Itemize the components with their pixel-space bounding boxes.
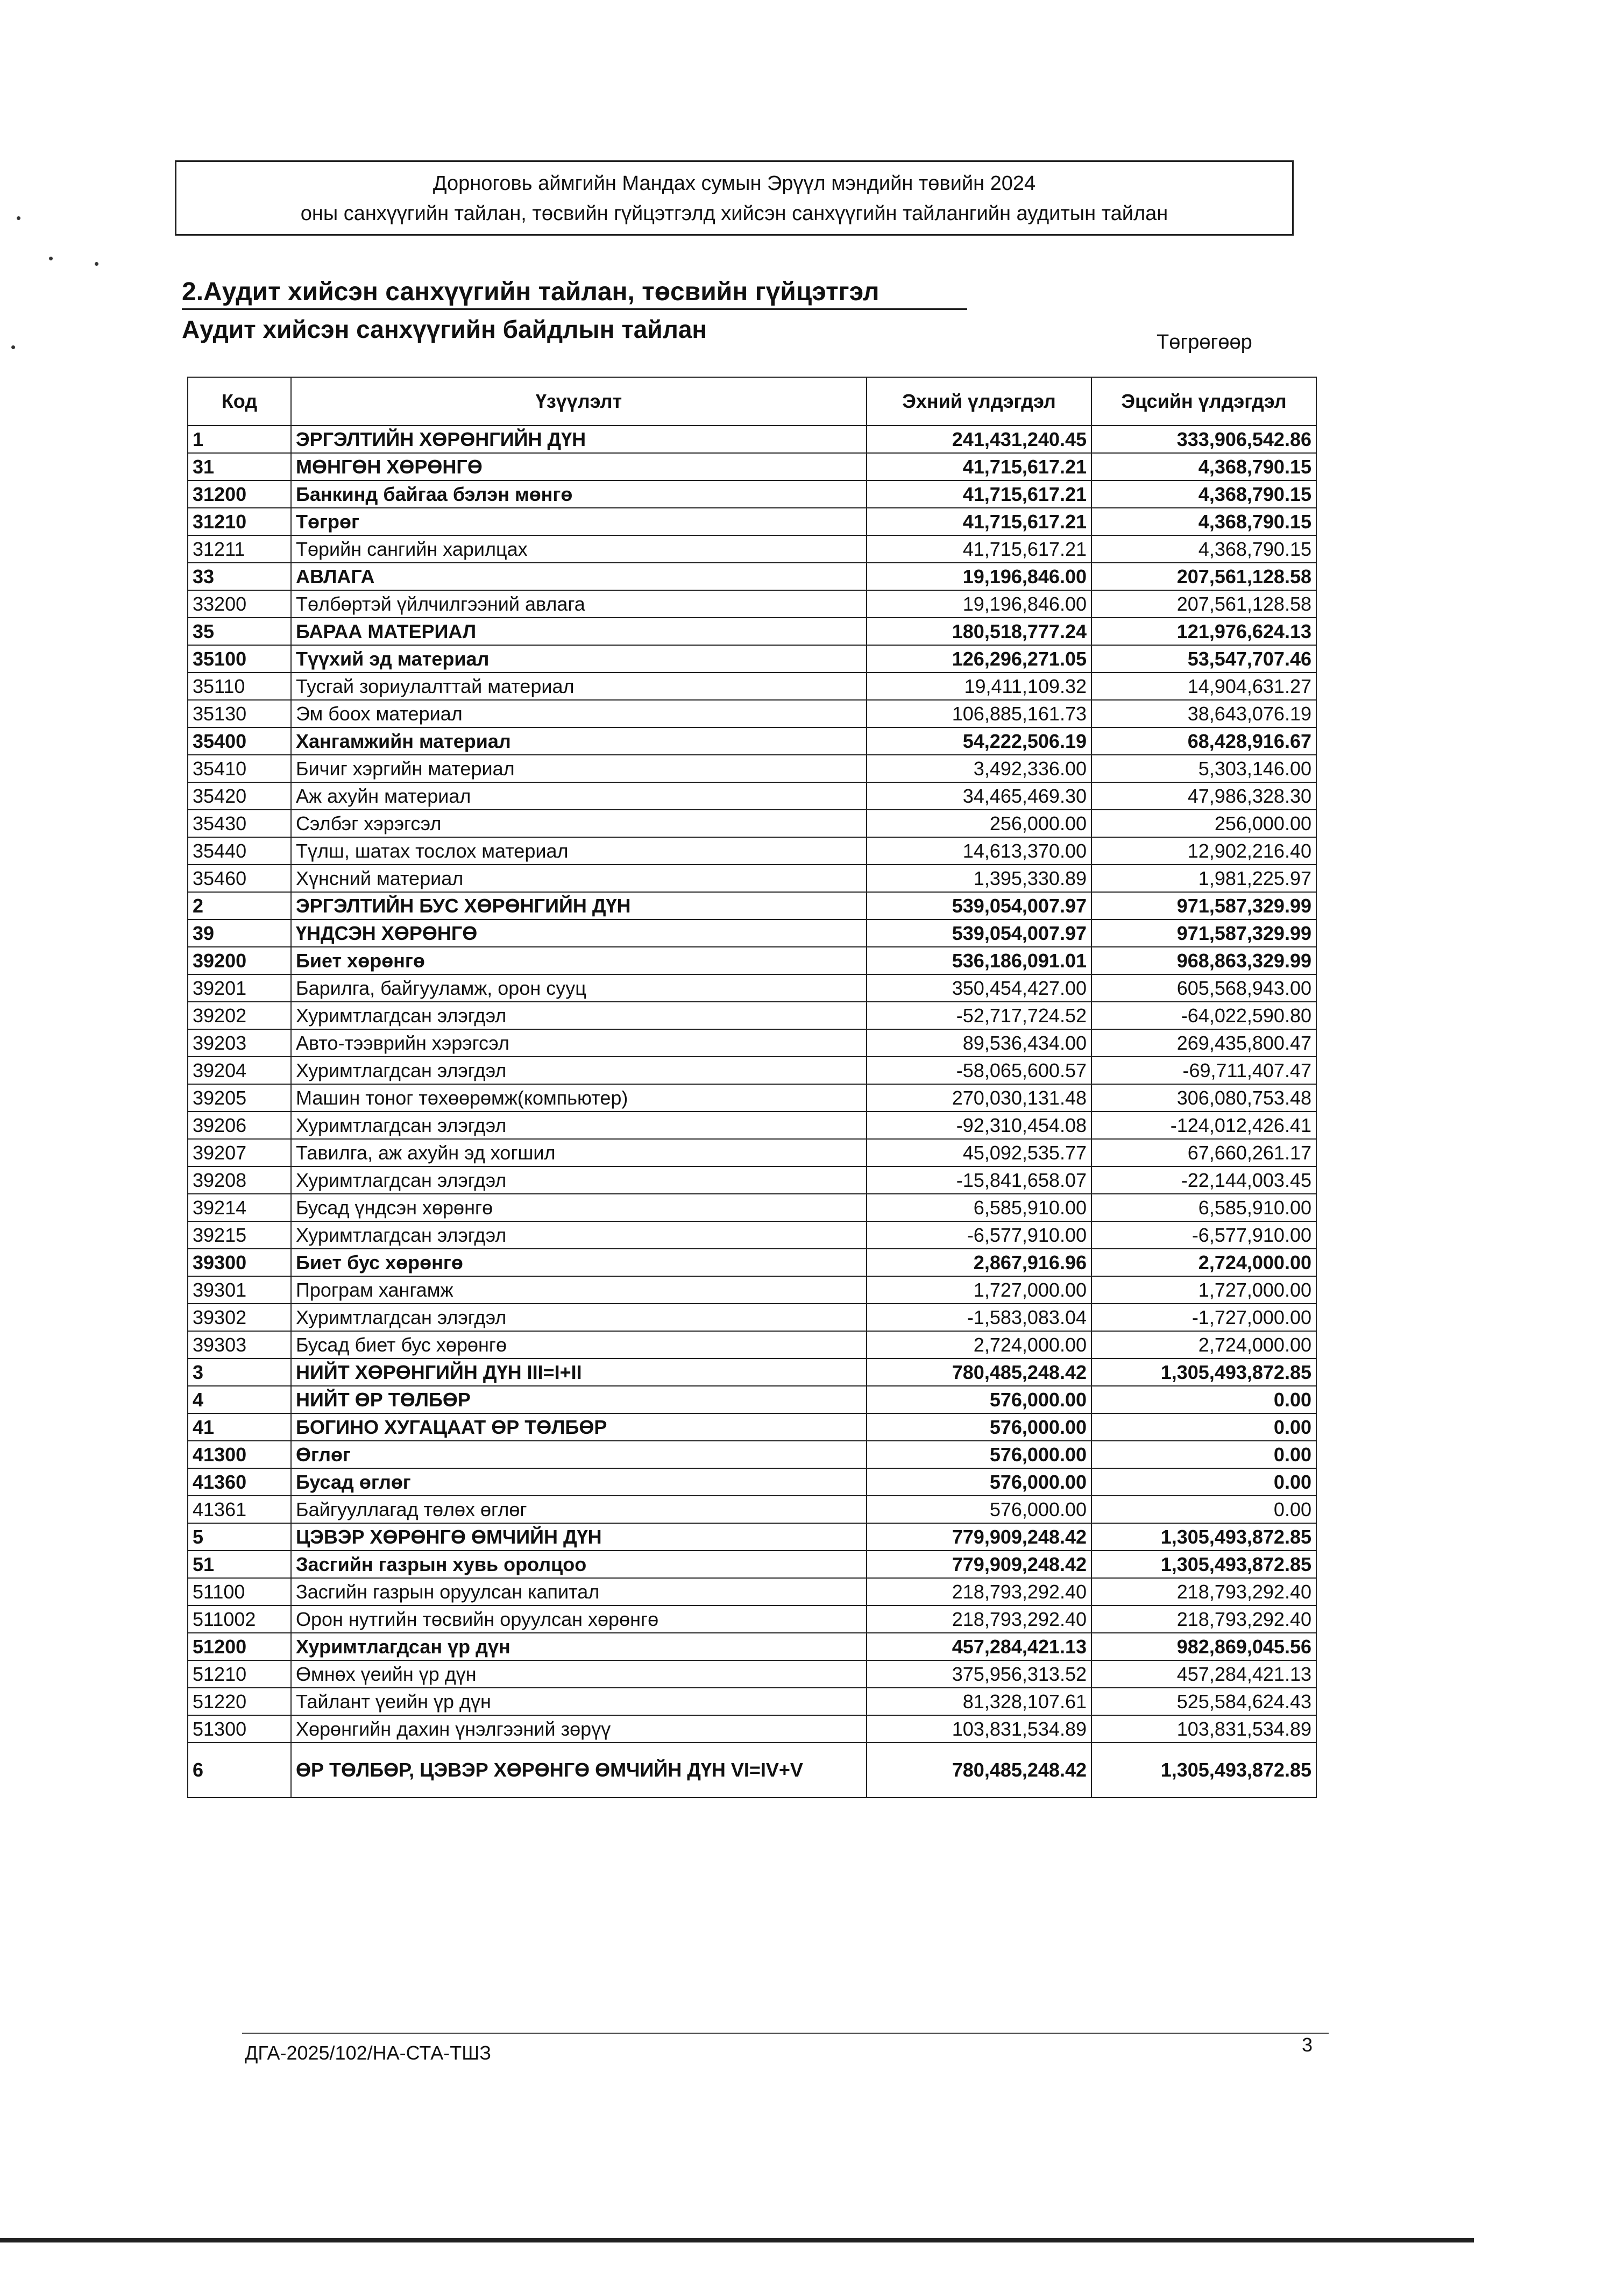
table-row	[188, 1359, 1316, 1386]
column-header-closing-balance: Эцсийн үлдэгдэл	[1091, 377, 1316, 426]
opening-balance-cell: 1,727,000.00	[867, 1276, 1091, 1304]
indicator-cell: Өглөг	[291, 1441, 867, 1468]
table-row	[188, 1715, 1316, 1743]
closing-balance-cell: 269,435,800.47	[1091, 1029, 1316, 1057]
indicator-cell: Хөрөнгийн дахин үнэлгээний зөрүү	[291, 1715, 867, 1743]
table-body	[188, 426, 1316, 1798]
closing-balance-cell: -69,711,407.47	[1091, 1057, 1316, 1084]
code-cell: 39201	[188, 974, 291, 1002]
indicator-cell: ӨР ТӨЛБӨР, ЦЭВЭР ХӨРӨНГӨ ӨМЧИЙН ДҮН VI=IV+V	[291, 1743, 867, 1798]
opening-balance-cell: 576,000.00	[867, 1468, 1091, 1496]
title-underline	[182, 308, 967, 310]
code-cell: 31	[188, 453, 291, 480]
code-cell: 33200	[188, 590, 291, 618]
closing-balance-cell: 2,724,000.00	[1091, 1249, 1316, 1276]
code-cell: 511002	[188, 1605, 291, 1633]
opening-balance-cell: 539,054,007.97	[867, 919, 1091, 947]
indicator-cell: ҮНДСЭН ХӨРӨНГӨ	[291, 919, 867, 947]
indicator-cell: Хуримтлагдсан элэгдэл	[291, 1002, 867, 1029]
table-row	[188, 974, 1316, 1002]
code-cell: 41361	[188, 1496, 291, 1523]
table-row	[188, 453, 1316, 480]
table-row	[188, 1413, 1316, 1441]
indicator-cell: Хуримтлагдсан элэгдэл	[291, 1166, 867, 1194]
closing-balance-cell: 218,793,292.40	[1091, 1578, 1316, 1605]
opening-balance-cell: 41,715,617.21	[867, 508, 1091, 535]
table-row	[188, 1139, 1316, 1166]
column-header-code: Код	[188, 377, 291, 426]
code-cell: 35400	[188, 727, 291, 755]
closing-balance-cell: 0.00	[1091, 1496, 1316, 1523]
table-row	[188, 1605, 1316, 1633]
indicator-cell: Засгийн газрын оруулсан капитал	[291, 1578, 867, 1605]
opening-balance-cell: 350,454,427.00	[867, 974, 1091, 1002]
code-cell: 39204	[188, 1057, 291, 1084]
code-cell: 51100	[188, 1578, 291, 1605]
closing-balance-cell: 0.00	[1091, 1413, 1316, 1441]
scan-speck: •	[94, 256, 100, 272]
opening-balance-cell: 241,431,240.45	[867, 426, 1091, 453]
closing-balance-cell: 207,561,128.58	[1091, 590, 1316, 618]
code-cell: 31210	[188, 508, 291, 535]
opening-balance-cell: 54,222,506.19	[867, 727, 1091, 755]
indicator-cell: Байгууллагад төлөх өглөг	[291, 1496, 867, 1523]
closing-balance-cell: 971,587,329.99	[1091, 919, 1316, 947]
opening-balance-cell: 576,000.00	[867, 1496, 1091, 1523]
closing-balance-cell: -6,577,910.00	[1091, 1221, 1316, 1249]
opening-balance-cell: 457,284,421.13	[867, 1633, 1091, 1660]
opening-balance-cell: 375,956,313.52	[867, 1660, 1091, 1688]
table-row	[188, 727, 1316, 755]
table-row	[188, 1578, 1316, 1605]
closing-balance-cell: 68,428,916.67	[1091, 727, 1316, 755]
section-title: 2.Аудит хийсэн санхүүгийн тайлан, төсвийн гүйцэтгэл	[182, 278, 880, 306]
scan-edge-shadow	[0, 2238, 1474, 2242]
code-cell: 51200	[188, 1633, 291, 1660]
table-row	[188, 837, 1316, 865]
code-cell: 41	[188, 1413, 291, 1441]
indicator-cell: Төрийн сангийн харилцах	[291, 535, 867, 563]
code-cell: 31200	[188, 480, 291, 508]
code-cell: 33	[188, 563, 291, 590]
indicator-cell: Түүхий эд материал	[291, 645, 867, 673]
code-cell: 35460	[188, 865, 291, 892]
indicator-cell: Тайлант үеийн үр дүн	[291, 1688, 867, 1715]
opening-balance-cell: 536,186,091.01	[867, 947, 1091, 974]
indicator-cell: Хуримтлагдсан үр дүн	[291, 1633, 867, 1660]
opening-balance-cell: 6,585,910.00	[867, 1194, 1091, 1221]
code-cell: 35410	[188, 755, 291, 782]
code-cell: 2	[188, 892, 291, 919]
closing-balance-cell: 0.00	[1091, 1386, 1316, 1413]
table-row	[188, 865, 1316, 892]
opening-balance-cell: 576,000.00	[867, 1413, 1091, 1441]
closing-balance-cell: 5,303,146.00	[1091, 755, 1316, 782]
closing-balance-cell: 4,368,790.15	[1091, 480, 1316, 508]
indicator-cell: Аж ахуйн материал	[291, 782, 867, 810]
table-row	[188, 590, 1316, 618]
opening-balance-cell: 780,485,248.42	[867, 1359, 1091, 1386]
code-cell: 39301	[188, 1276, 291, 1304]
scan-speck: •	[48, 250, 54, 266]
indicator-cell: НИЙТ ХӨРӨНГИЙН ДҮН III=I+II	[291, 1359, 867, 1386]
table-row	[188, 810, 1316, 837]
closing-balance-cell: 1,305,493,872.85	[1091, 1743, 1316, 1798]
code-cell: 31211	[188, 535, 291, 563]
table-row	[188, 1084, 1316, 1112]
opening-balance-cell: 41,715,617.21	[867, 480, 1091, 508]
currency-unit: Төгрөгөөр	[1157, 331, 1252, 353]
opening-balance-cell: 218,793,292.40	[867, 1605, 1091, 1633]
table-row	[188, 1441, 1316, 1468]
code-cell: 39300	[188, 1249, 291, 1276]
opening-balance-cell: 1,395,330.89	[867, 865, 1091, 892]
indicator-cell: Орон нутгийн төсвийн оруулсан хөрөнгө	[291, 1605, 867, 1633]
opening-balance-cell: 780,485,248.42	[867, 1743, 1091, 1798]
opening-balance-cell: 2,867,916.96	[867, 1249, 1091, 1276]
table-row	[188, 1221, 1316, 1249]
opening-balance-cell: 218,793,292.40	[867, 1578, 1091, 1605]
code-cell: 39200	[188, 947, 291, 974]
closing-balance-cell: -1,727,000.00	[1091, 1304, 1316, 1331]
code-cell: 51220	[188, 1688, 291, 1715]
closing-balance-cell: 971,587,329.99	[1091, 892, 1316, 919]
indicator-cell: БАРАА МАТЕРИАЛ	[291, 618, 867, 645]
table-row	[188, 673, 1316, 700]
code-cell: 35	[188, 618, 291, 645]
indicator-cell: Эм боох материал	[291, 700, 867, 727]
closing-balance-cell: 4,368,790.15	[1091, 508, 1316, 535]
table-row	[188, 700, 1316, 727]
table-row	[188, 1688, 1316, 1715]
indicator-cell: Түлш, шатах тослох материал	[291, 837, 867, 865]
closing-balance-cell: 1,305,493,872.85	[1091, 1523, 1316, 1551]
code-cell: 51	[188, 1551, 291, 1578]
opening-balance-cell: 2,724,000.00	[867, 1331, 1091, 1359]
table-row	[188, 618, 1316, 645]
opening-balance-cell: 81,328,107.61	[867, 1688, 1091, 1715]
table-row	[188, 1249, 1316, 1276]
table-row	[188, 1386, 1316, 1413]
code-cell: 41360	[188, 1468, 291, 1496]
table-row	[188, 1194, 1316, 1221]
code-cell: 39303	[188, 1331, 291, 1359]
indicator-cell: Бусад үндсэн хөрөнгө	[291, 1194, 867, 1221]
table-row	[188, 1633, 1316, 1660]
opening-balance-cell: -1,583,083.04	[867, 1304, 1091, 1331]
code-cell: 4	[188, 1386, 291, 1413]
table-row	[188, 426, 1316, 453]
opening-balance-cell: 779,909,248.42	[867, 1551, 1091, 1578]
opening-balance-cell: 19,196,846.00	[867, 590, 1091, 618]
table-row	[188, 1002, 1316, 1029]
indicator-cell: АВЛАГА	[291, 563, 867, 590]
closing-balance-cell: 1,981,225.97	[1091, 865, 1316, 892]
code-cell: 39203	[188, 1029, 291, 1057]
report-header-box	[175, 160, 1294, 236]
indicator-cell: Хуримтлагдсан элэгдэл	[291, 1057, 867, 1084]
table-row	[188, 1496, 1316, 1523]
opening-balance-cell: 89,536,434.00	[867, 1029, 1091, 1057]
indicator-cell: Хуримтлагдсан элэгдэл	[291, 1304, 867, 1331]
table-header-row	[188, 377, 1316, 426]
closing-balance-cell: -64,022,590.80	[1091, 1002, 1316, 1029]
indicator-cell: Бусад биет бус хөрөнгө	[291, 1331, 867, 1359]
header-line-1: Дорноговь аймгийн Мандах сумын Эрүүл мэндийн төвийн 2024	[432, 172, 1036, 195]
indicator-cell: Тусгай зориулалттай материал	[291, 673, 867, 700]
code-cell: 39207	[188, 1139, 291, 1166]
closing-balance-cell: 525,584,624.43	[1091, 1688, 1316, 1715]
opening-balance-cell: 539,054,007.97	[867, 892, 1091, 919]
indicator-cell: Машин тоног төхөөрөмж(компьютер)	[291, 1084, 867, 1112]
opening-balance-cell: -58,065,600.57	[867, 1057, 1091, 1084]
opening-balance-cell: 14,613,370.00	[867, 837, 1091, 865]
indicator-cell: Банкинд байгаа бэлэн мөнгө	[291, 480, 867, 508]
column-header-indicator: Үзүүлэлт	[291, 377, 867, 426]
closing-balance-cell: 218,793,292.40	[1091, 1605, 1316, 1633]
opening-balance-cell: 34,465,469.30	[867, 782, 1091, 810]
closing-balance-cell: 121,976,624.13	[1091, 618, 1316, 645]
opening-balance-cell: 19,196,846.00	[867, 563, 1091, 590]
balance-sheet-table	[187, 377, 1317, 1798]
footer-rule	[242, 2033, 1329, 2034]
code-cell: 6	[188, 1743, 291, 1798]
table-row	[188, 1112, 1316, 1139]
table-row	[188, 1523, 1316, 1551]
opening-balance-cell: 779,909,248.42	[867, 1523, 1091, 1551]
table-row	[188, 947, 1316, 974]
table-row	[188, 1304, 1316, 1331]
sub-title: Аудит хийсэн санхүүгийн байдлын тайлан	[182, 315, 707, 343]
code-cell: 51300	[188, 1715, 291, 1743]
opening-balance-cell: 41,715,617.21	[867, 535, 1091, 563]
closing-balance-cell: 2,724,000.00	[1091, 1331, 1316, 1359]
indicator-cell: ЦЭВЭР ХӨРӨНГӨ ӨМЧИЙН ДҮН	[291, 1523, 867, 1551]
indicator-cell: Биет бус хөрөнгө	[291, 1249, 867, 1276]
table-row	[188, 1029, 1316, 1057]
closing-balance-cell: 4,368,790.15	[1091, 535, 1316, 563]
indicator-cell: Хангамжийн материал	[291, 727, 867, 755]
code-cell: 5	[188, 1523, 291, 1551]
opening-balance-cell: 576,000.00	[867, 1441, 1091, 1468]
closing-balance-cell: 0.00	[1091, 1441, 1316, 1468]
indicator-cell: Төлбөртэй үйлчилгээний авлага	[291, 590, 867, 618]
opening-balance-cell: 270,030,131.48	[867, 1084, 1091, 1112]
table-row	[188, 919, 1316, 947]
indicator-cell: Хуримтлагдсан элэгдэл	[291, 1112, 867, 1139]
footer-doc-code: ДГА-2025/102/НА-СТА-ТШЗ	[245, 2042, 491, 2064]
indicator-cell: МӨНГӨН ХӨРӨНГӨ	[291, 453, 867, 480]
closing-balance-cell: 0.00	[1091, 1468, 1316, 1496]
indicator-cell: ЭРГЭЛТИЙН ХӨРӨНГИЙН ДҮН	[291, 426, 867, 453]
closing-balance-cell: 6,585,910.00	[1091, 1194, 1316, 1221]
code-cell: 51210	[188, 1660, 291, 1688]
closing-balance-cell: 4,368,790.15	[1091, 453, 1316, 480]
code-cell: 39302	[188, 1304, 291, 1331]
closing-balance-cell: 53,547,707.46	[1091, 645, 1316, 673]
indicator-cell: Авто-тээврийн хэрэгсэл	[291, 1029, 867, 1057]
table-row	[188, 1276, 1316, 1304]
closing-balance-cell: 457,284,421.13	[1091, 1660, 1316, 1688]
table-row	[188, 480, 1316, 508]
opening-balance-cell: 45,092,535.77	[867, 1139, 1091, 1166]
indicator-cell: Тавилга, аж ахуйн эд хогшил	[291, 1139, 867, 1166]
indicator-cell: БОГИНО ХУГАЦААТ ӨР ТӨЛБӨР	[291, 1413, 867, 1441]
code-cell: 39	[188, 919, 291, 947]
table-row	[188, 1468, 1316, 1496]
indicator-cell: Биет хөрөнгө	[291, 947, 867, 974]
indicator-cell: Бичиг хэргийн материал	[291, 755, 867, 782]
indicator-cell: Бусад өглөг	[291, 1468, 867, 1496]
code-cell: 39215	[188, 1221, 291, 1249]
code-cell: 39202	[188, 1002, 291, 1029]
code-cell: 39205	[188, 1084, 291, 1112]
closing-balance-cell: 306,080,753.48	[1091, 1084, 1316, 1112]
closing-balance-cell: 256,000.00	[1091, 810, 1316, 837]
indicator-cell: Хүнсний материал	[291, 865, 867, 892]
table-row	[188, 1660, 1316, 1688]
closing-balance-cell: 38,643,076.19	[1091, 700, 1316, 727]
header-line-2: оны санхүүгийн тайлан, төсвийн гүйцэтгэлд хийсэн санхүүгийн тайлангийн аудитын тайлан	[300, 202, 1168, 225]
opening-balance-cell: 106,885,161.73	[867, 700, 1091, 727]
code-cell: 1	[188, 426, 291, 453]
table-row	[188, 1057, 1316, 1084]
indicator-cell: ЭРГЭЛТИЙН БУС ХӨРӨНГИЙН ДҮН	[291, 892, 867, 919]
closing-balance-cell: 1,727,000.00	[1091, 1276, 1316, 1304]
closing-balance-cell: 14,904,631.27	[1091, 673, 1316, 700]
code-cell: 35440	[188, 837, 291, 865]
opening-balance-cell: -15,841,658.07	[867, 1166, 1091, 1194]
code-cell: 35100	[188, 645, 291, 673]
code-cell: 35110	[188, 673, 291, 700]
table-row	[188, 563, 1316, 590]
closing-balance-cell: 103,831,534.89	[1091, 1715, 1316, 1743]
closing-balance-cell: 1,305,493,872.85	[1091, 1359, 1316, 1386]
opening-balance-cell: 180,518,777.24	[867, 618, 1091, 645]
indicator-cell: Хуримтлагдсан элэгдэл	[291, 1221, 867, 1249]
table-row	[188, 1331, 1316, 1359]
closing-balance-cell: 333,906,542.86	[1091, 426, 1316, 453]
opening-balance-cell: 19,411,109.32	[867, 673, 1091, 700]
code-cell: 35420	[188, 782, 291, 810]
table-row	[188, 892, 1316, 919]
closing-balance-cell: 968,863,329.99	[1091, 947, 1316, 974]
scan-speck: •	[16, 210, 22, 226]
code-cell: 35430	[188, 810, 291, 837]
closing-balance-cell: 47,986,328.30	[1091, 782, 1316, 810]
table-row	[188, 1551, 1316, 1578]
indicator-cell: Програм хангамж	[291, 1276, 867, 1304]
opening-balance-cell: 41,715,617.21	[867, 453, 1091, 480]
indicator-cell: Засгийн газрын хувь оролцоо	[291, 1551, 867, 1578]
closing-balance-cell: 12,902,216.40	[1091, 837, 1316, 865]
indicator-cell: Өмнөх үеийн үр дүн	[291, 1660, 867, 1688]
page-number: 3	[1302, 2034, 1313, 2056]
opening-balance-cell: 576,000.00	[867, 1386, 1091, 1413]
indicator-cell: Сэлбэг хэрэгсэл	[291, 810, 867, 837]
code-cell: 39208	[188, 1166, 291, 1194]
table-row	[188, 1166, 1316, 1194]
opening-balance-cell: -6,577,910.00	[867, 1221, 1091, 1249]
code-cell: 35130	[188, 700, 291, 727]
indicator-cell: НИЙТ ӨР ТӨЛБӨР	[291, 1386, 867, 1413]
indicator-cell: Төгрөг	[291, 508, 867, 535]
scan-speck: •	[11, 339, 16, 355]
table-row	[188, 782, 1316, 810]
column-header-opening-balance: Эхний үлдэгдэл	[867, 377, 1091, 426]
table-row	[188, 645, 1316, 673]
closing-balance-cell: 982,869,045.56	[1091, 1633, 1316, 1660]
opening-balance-cell: -92,310,454.08	[867, 1112, 1091, 1139]
closing-balance-cell: -22,144,003.45	[1091, 1166, 1316, 1194]
opening-balance-cell: -52,717,724.52	[867, 1002, 1091, 1029]
closing-balance-cell: 1,305,493,872.85	[1091, 1551, 1316, 1578]
code-cell: 39214	[188, 1194, 291, 1221]
indicator-cell: Барилга, байгууламж, орон сууц	[291, 974, 867, 1002]
closing-balance-cell: 67,660,261.17	[1091, 1139, 1316, 1166]
opening-balance-cell: 256,000.00	[867, 810, 1091, 837]
opening-balance-cell: 126,296,271.05	[867, 645, 1091, 673]
closing-balance-cell: 207,561,128.58	[1091, 563, 1316, 590]
table-row	[188, 1743, 1316, 1798]
opening-balance-cell: 3,492,336.00	[867, 755, 1091, 782]
code-cell: 39206	[188, 1112, 291, 1139]
closing-balance-cell: 605,568,943.00	[1091, 974, 1316, 1002]
table-row	[188, 755, 1316, 782]
table-row	[188, 535, 1316, 563]
code-cell: 3	[188, 1359, 291, 1386]
opening-balance-cell: 103,831,534.89	[867, 1715, 1091, 1743]
code-cell: 41300	[188, 1441, 291, 1468]
table-row	[188, 508, 1316, 535]
closing-balance-cell: -124,012,426.41	[1091, 1112, 1316, 1139]
